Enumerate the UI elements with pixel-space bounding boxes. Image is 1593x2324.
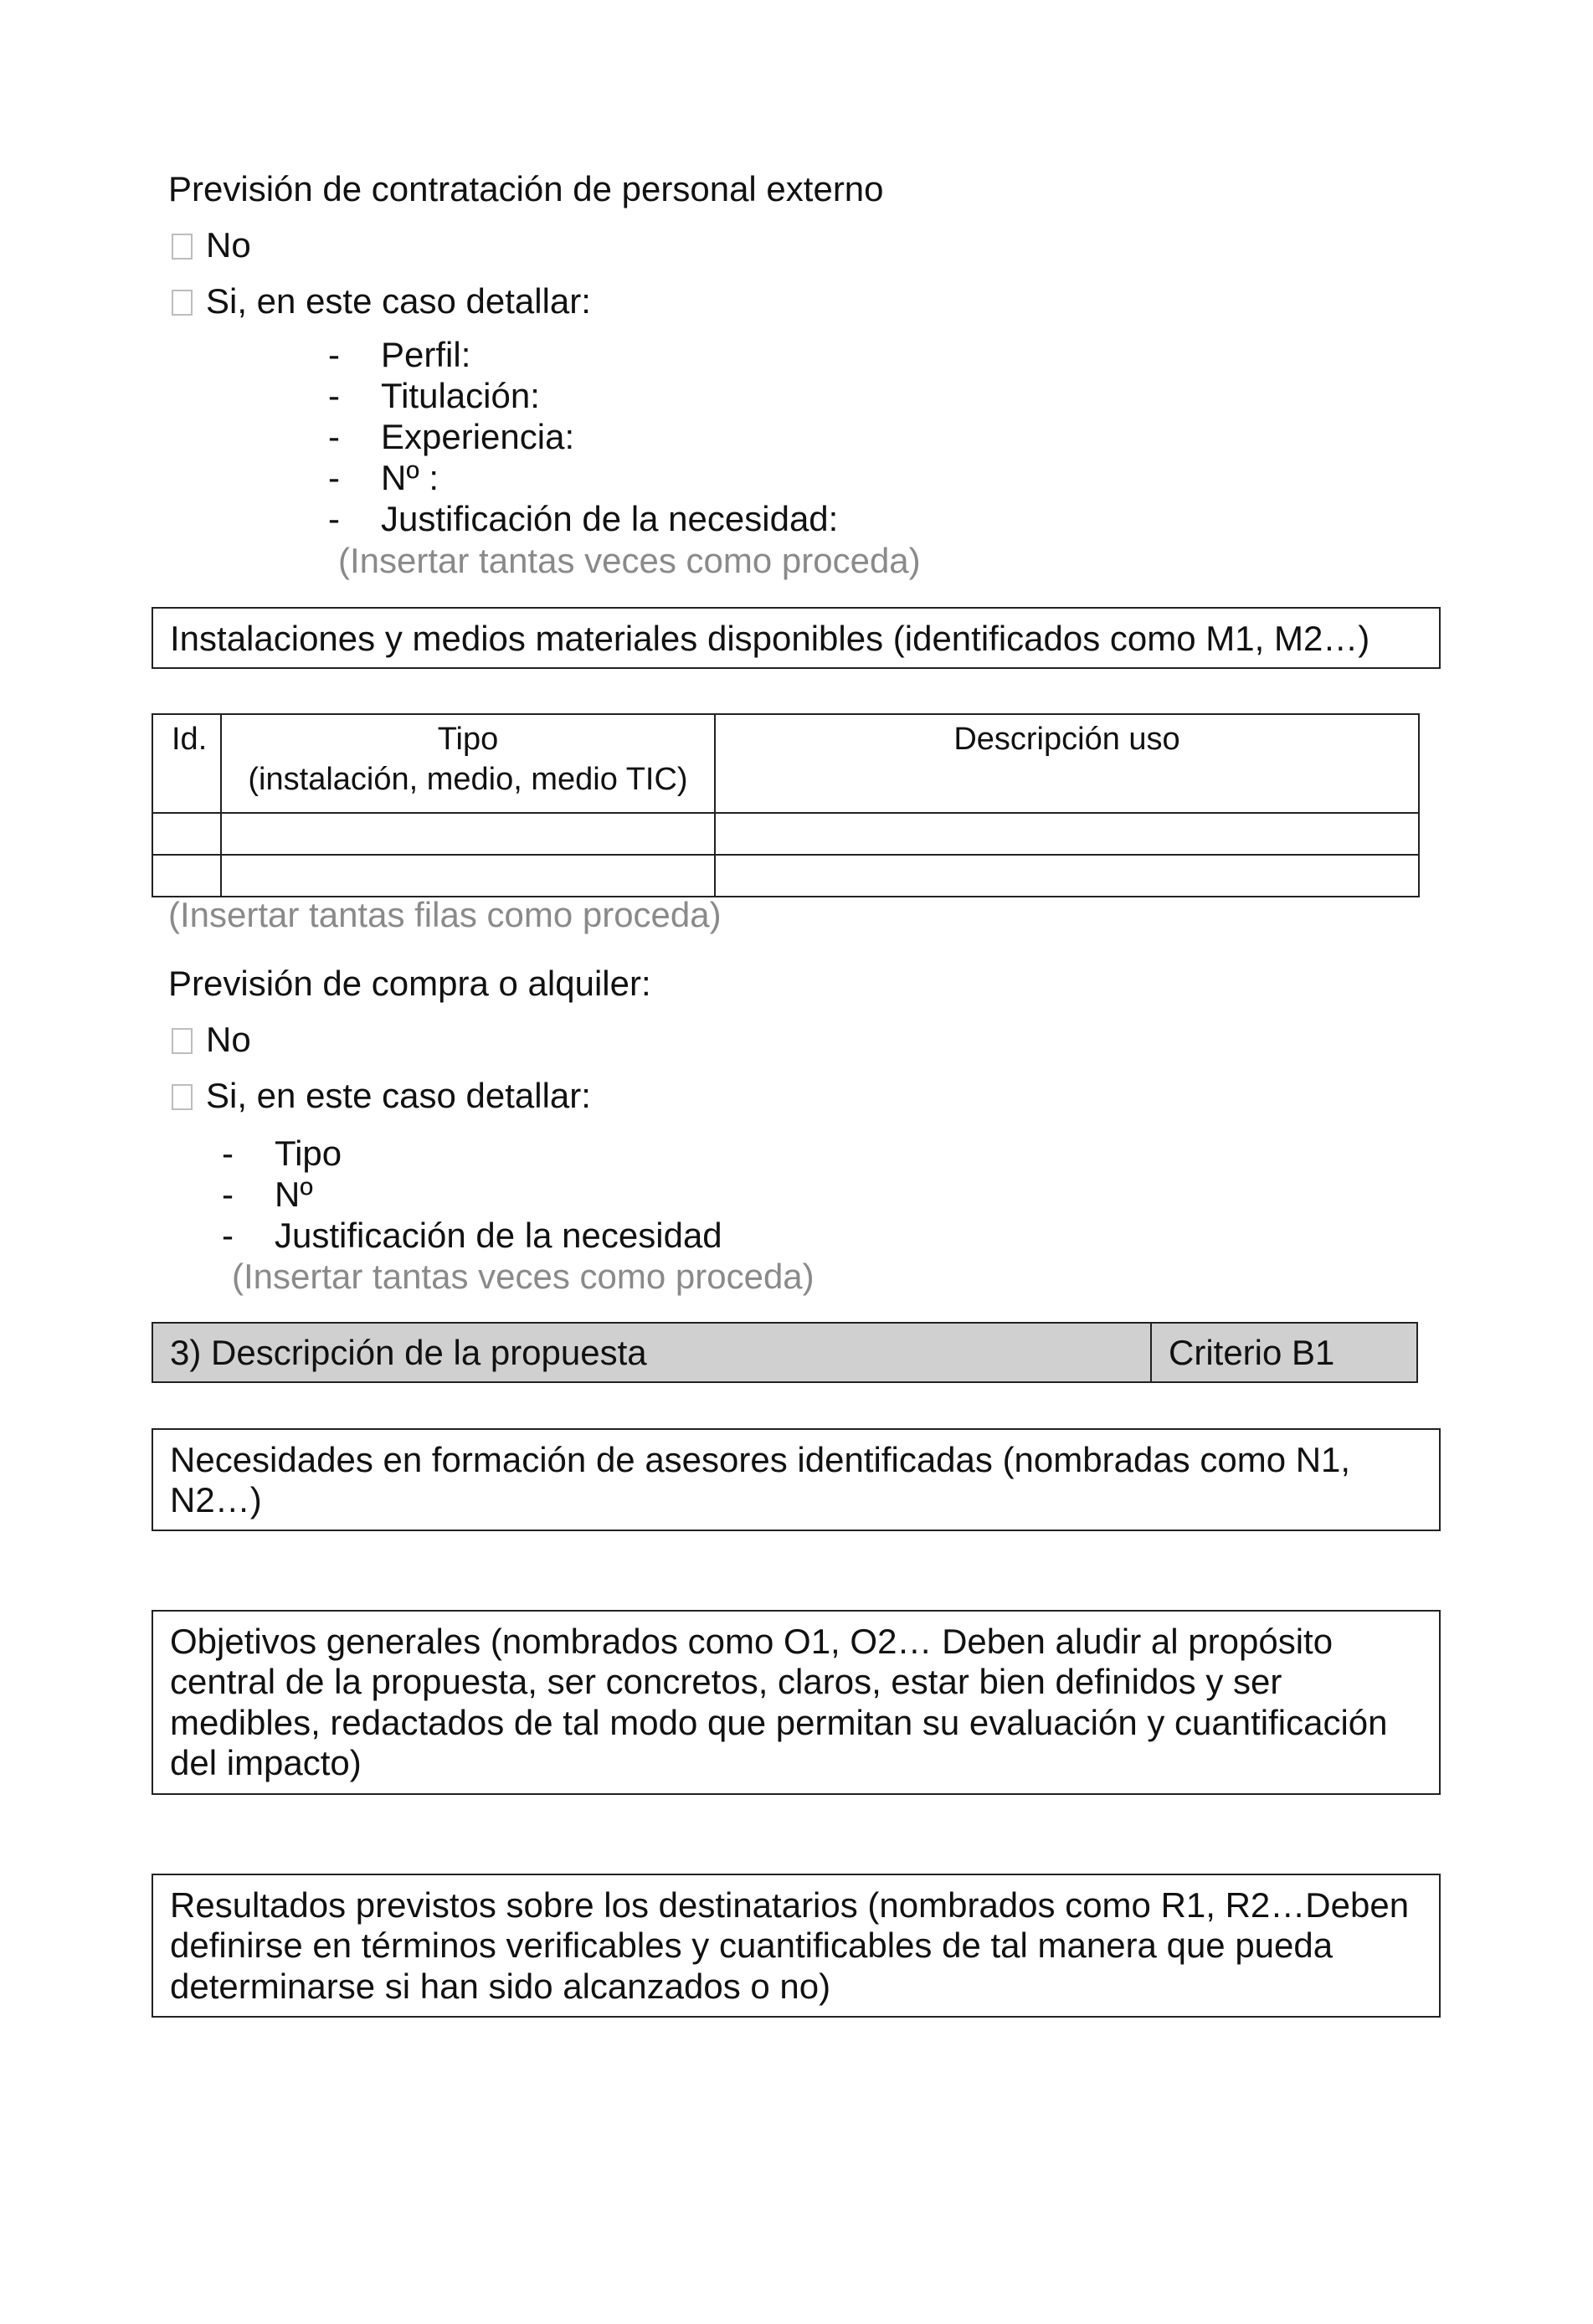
option-no-compra[interactable] (172, 1020, 251, 1060)
list-item-tipo: - Tipo (222, 1134, 342, 1173)
note-insertar-veces: (Insertar tantas veces como proceda) (232, 1257, 814, 1296)
list-item-numero: - Nº : (328, 458, 439, 497)
col-id-header: Id. (152, 714, 221, 813)
option-si-compra[interactable] (172, 1076, 591, 1116)
option-no-contratacion[interactable] (172, 225, 251, 265)
table-row (152, 813, 1419, 855)
note-insertar-veces: (Insertar tantas veces como proceda) (338, 541, 921, 580)
materials-table (152, 713, 1420, 897)
checkbox-icon[interactable] (172, 290, 193, 316)
list-item-justificacion: - Justificación de la necesidad: (328, 499, 839, 538)
box-objetivos-text: Objetivos generales (nombrados como O1, O2… Deben aludir al propósito central de la propuesta, ser concretos, claros, estar bien definidos y ser medibles, redactados de tal modo que permitan su evaluación y cuantificación del impacto) (170, 1622, 1388, 1782)
box-resultados (152, 1874, 1441, 2018)
table-cell[interactable] (221, 855, 715, 897)
section-title-compra: Previsión de compra o alquiler: (168, 964, 651, 1003)
box-objetivos (152, 1610, 1441, 1795)
list-item-experiencia: - Experiencia: (328, 417, 575, 456)
box-resultados-text: Resultados previstos sobre los destinatarios (nombrados como R1, R2…Deben definirse en términos verificables y cuantificables de tal manera que pueda determinarse si han sido alcanzados o no) (170, 1885, 1410, 2006)
box-necesidades-text: Necesidades en formación de asesores identificadas (nombradas como N1, N2…) (170, 1440, 1351, 1520)
materials-box-title: Instalaciones y medios materiales disponibles (identificados como M1, M2…) (170, 619, 1370, 658)
box-necesidades (152, 1428, 1441, 1531)
table-header-row (152, 714, 1419, 813)
option-no-label: No (206, 1020, 251, 1059)
option-si-label: Si, en este caso detallar: (206, 281, 591, 321)
note-insertar-filas: (Insertar tantas filas como proceda) (168, 895, 722, 934)
table-cell[interactable] (221, 813, 715, 855)
option-si-contratacion[interactable] (172, 281, 591, 321)
list-item-justificacion: - Justificación de la necesidad (222, 1216, 722, 1255)
criterio-label: Criterio B1 (1169, 1333, 1335, 1372)
materials-box (152, 607, 1441, 669)
checkbox-icon[interactable] (172, 234, 193, 260)
table-cell[interactable] (715, 813, 1419, 855)
table-cell[interactable] (715, 855, 1419, 897)
list-item-titulacion: - Titulación: (328, 376, 540, 415)
table-cell[interactable] (152, 813, 221, 855)
section-title-contratacion: Previsión de contratación de personal externo (168, 169, 884, 208)
table-cell[interactable] (152, 855, 221, 897)
section3-header (152, 1322, 1418, 1383)
list-item-numero: - Nº (222, 1175, 313, 1214)
checkbox-icon[interactable] (172, 1028, 193, 1054)
col-descripcion-header: Descripción uso (715, 714, 1419, 813)
section3-heading: 3) Descripción de la propuesta (153, 1324, 1152, 1381)
option-no-label: No (206, 225, 251, 265)
table-row (152, 855, 1419, 897)
checkbox-icon[interactable] (172, 1084, 193, 1110)
list-item-perfil: - Perfil: (328, 335, 471, 374)
option-si-label: Si, en este caso detallar: (206, 1076, 591, 1115)
col-tipo-header: Tipo (instalación, medio, medio TIC) (221, 714, 715, 813)
